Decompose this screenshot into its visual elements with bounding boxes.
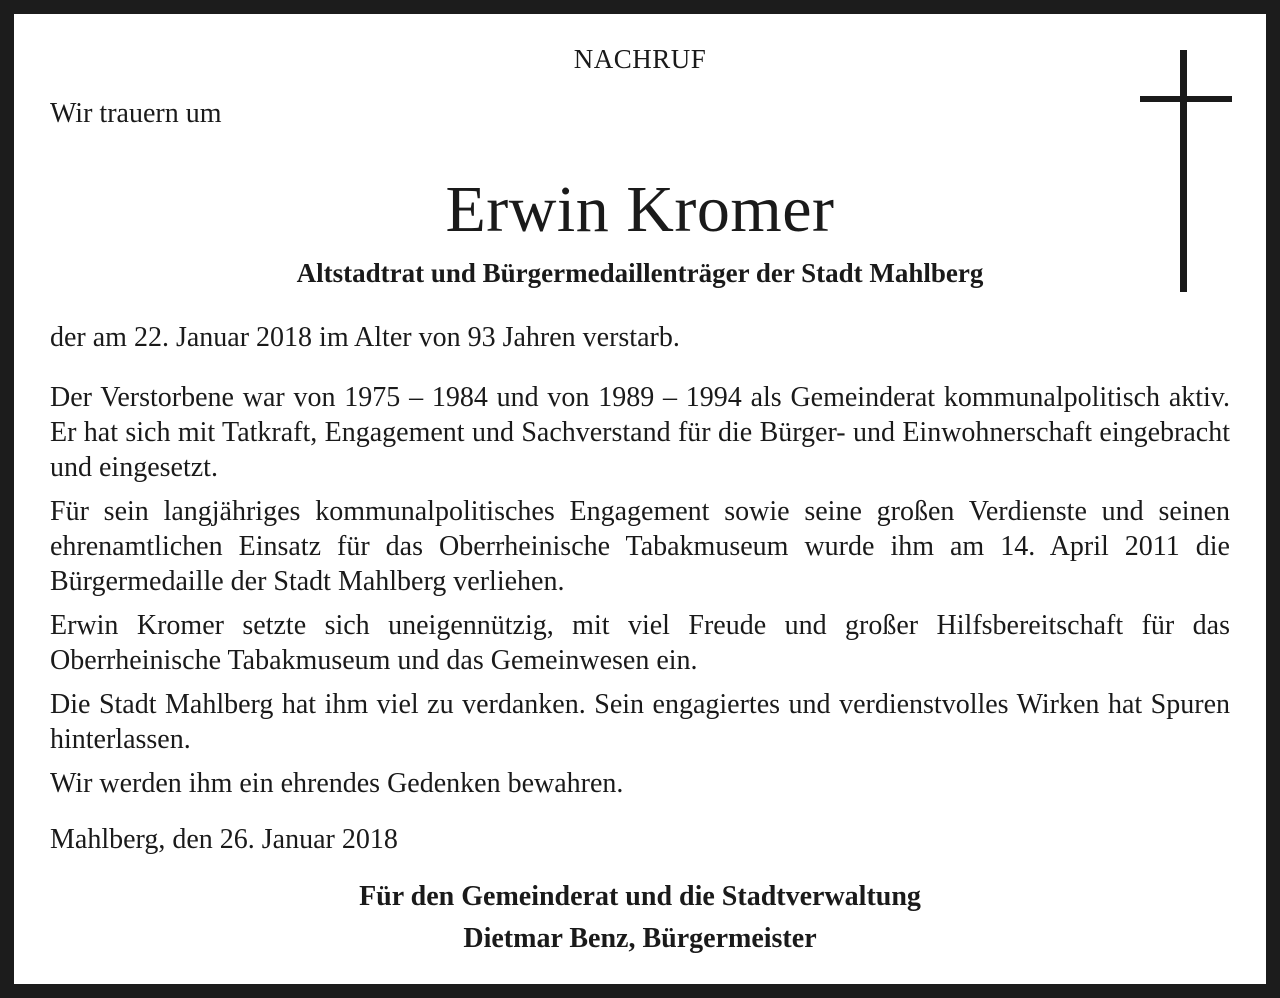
death-statement: der am 22. Januar 2018 im Alter von 93 Jahren verstarb. <box>50 322 680 353</box>
cross-icon <box>1140 50 1232 292</box>
deceased-name: Erwin Kromer <box>445 173 835 246</box>
cross-horizontal-bar <box>1140 96 1232 102</box>
paragraph: Wir werden ihm ein ehrendes Gedenken bewahren. <box>50 768 624 799</box>
signature-line-2: Dietmar Benz, Bürgermeister <box>463 923 817 954</box>
paragraph: Für sein langjähriges kommunalpolitisches Engagement sowie seine großen Verdienste und seinen ehrenamtlichen Einsatz für das Oberrheinische Tabakmuseum wurde ihm am 14. April 2011 die Bürgermedaille der Stadt Mahlberg verliehen. <box>50 496 1230 597</box>
cross-vertical-bar <box>1180 50 1187 292</box>
paragraph: Erwin Kromer setzte sich uneigennützig, mit viel Freude und großer Hilfsbereitschaft für das Oberrheinische Tabakmuseum und das Gemeinwesen ein. <box>50 610 1230 676</box>
signature-block <box>14 876 1266 960</box>
place-and-date: Mahlberg, den 26. Januar 2018 <box>50 824 398 855</box>
obituary-body <box>50 380 1230 810</box>
intro-text: Wir trauern um <box>50 98 222 129</box>
deceased-title: Altstadtrat und Bürgermedaillenträger der Stadt Mahlberg <box>296 258 984 288</box>
paragraph: Die Stadt Mahlberg hat ihm viel zu verdanken. Sein engagiertes und verdienstvolles Wirken hat Spuren hinterlassen. <box>50 689 1230 755</box>
paragraph: Der Verstorbene war von 1975 – 1984 und von 1989 – 1994 als Gemeinderat kommunalpolitisch aktiv. Er hat sich mit Tatkraft, Engagement und Sachverstand für die Bürger- und Einwohnerschaft eingebracht und eingesetzt. <box>50 382 1230 483</box>
signature-line-1: Für den Gemeinderat und die Stadtverwaltung <box>359 881 921 912</box>
notice-heading: NACHRUF <box>573 44 707 74</box>
